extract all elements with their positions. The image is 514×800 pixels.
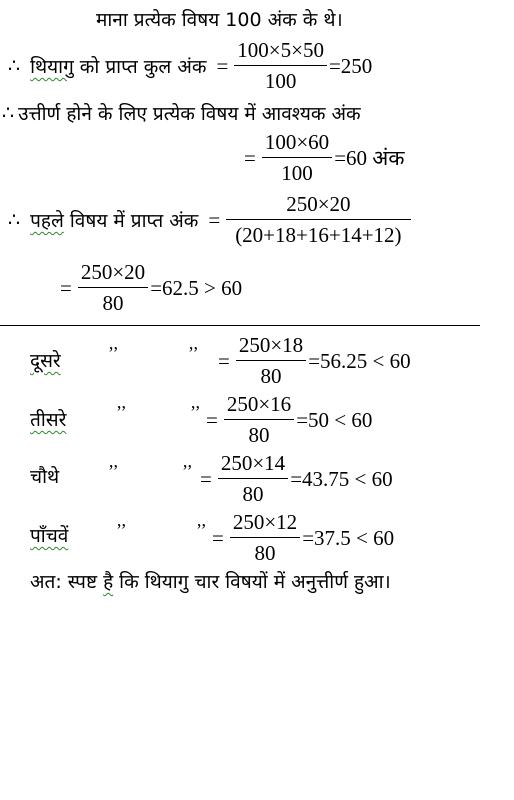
numerator: 250×18	[236, 333, 306, 361]
row-result: =50 < 60	[296, 407, 373, 432]
numerator: 250×20	[226, 192, 410, 220]
numerator: 250×16	[224, 392, 294, 420]
denominator: 80	[260, 364, 282, 388]
denominator: (20+18+16+14+12)	[235, 223, 402, 247]
numerator: 250×14	[218, 451, 288, 479]
pass-marks-fraction	[262, 130, 332, 186]
denominator: 100	[264, 69, 297, 93]
first-subject-calc	[56, 260, 242, 316]
ditto-mark: ’’	[116, 402, 127, 422]
therefore-symbol: ∴	[2, 102, 15, 124]
equals-sign: =	[208, 207, 221, 232]
equals-sign: =	[206, 407, 218, 432]
numerator: 250×20	[78, 260, 148, 288]
ditto-mark: ’’	[190, 402, 201, 422]
ditto-mark: ’’	[108, 343, 119, 363]
row-result: =56.25 < 60	[308, 348, 411, 373]
therefore-symbol: ∴	[8, 209, 21, 231]
row-result: =37.5 < 60	[302, 525, 395, 550]
conclusion-line	[30, 568, 391, 594]
first-subject-fraction	[226, 192, 410, 248]
total-marks-line	[4, 38, 372, 94]
row-calc	[214, 333, 411, 389]
subject-row-third	[30, 392, 500, 448]
denominator: 100	[281, 161, 313, 185]
pass-marks-calc	[240, 130, 404, 186]
pass-marks-result: =60 अंक	[334, 146, 405, 170]
therefore-symbol: ∴	[8, 55, 21, 77]
first-subject-result: =62.5 > 60	[150, 275, 243, 300]
equals-sign: =	[200, 466, 212, 491]
name-thiyagu: थियागु	[30, 56, 74, 78]
first-subject-label: विषय में प्राप्त अंक	[69, 210, 199, 232]
conclusion-part-a: अत: स्पष्ट	[30, 571, 98, 593]
equals-sign: =	[212, 525, 224, 550]
row-label: चौथे	[30, 466, 60, 488]
row-fraction	[236, 333, 306, 389]
first-subject-fraction-2	[78, 260, 148, 316]
denominator: 80	[248, 423, 270, 447]
row-fraction	[224, 392, 294, 448]
subject-row-fifth	[30, 510, 500, 566]
assumption-line: माना प्रत्येक विषय 100 अंक के थे।	[96, 9, 343, 31]
row-result: =43.75 < 60	[290, 466, 393, 491]
row-label: दूसरे	[30, 350, 61, 372]
ditto-mark: ’’	[182, 461, 193, 481]
row-label: तीसरे	[30, 409, 67, 431]
row-fraction	[218, 451, 288, 507]
pass-marks-line	[2, 100, 361, 126]
ditto-mark: ’’	[196, 520, 207, 540]
denominator: 80	[242, 482, 264, 506]
equals-sign: =	[218, 348, 230, 373]
row-calc	[196, 451, 393, 507]
first-subject-word: पहले	[30, 210, 64, 232]
row-fraction	[230, 510, 300, 566]
denominator: 80	[102, 291, 124, 315]
subject-row-fourth	[30, 451, 500, 507]
equals-sign: =	[244, 145, 256, 170]
numerator: 250×12	[230, 510, 300, 538]
divider-line	[0, 325, 480, 326]
subject-row-second	[30, 333, 500, 389]
equals-sign: =	[216, 53, 229, 78]
ditto-mark: ’’	[188, 343, 199, 363]
equals-sign: =	[60, 275, 72, 300]
numerator: 100×60	[262, 130, 332, 158]
denominator: 80	[254, 541, 276, 565]
conclusion-part-c: कि थियागु चार विषयों में अनुत्तीर्ण हुआ।	[119, 571, 391, 593]
row-calc	[202, 392, 372, 448]
total-marks-fraction	[234, 38, 327, 94]
first-subject-line	[4, 192, 413, 248]
row-calc	[208, 510, 394, 566]
ditto-mark: ’’	[116, 520, 127, 540]
conclusion-part-b: है	[103, 571, 114, 593]
ditto-mark: ’’	[108, 461, 119, 481]
numerator: 100×5×50	[234, 38, 327, 66]
pass-marks-label: उत्तीर्ण होने के लिए प्रत्येक विषय में आवश्यक अंक	[18, 103, 361, 125]
total-marks-result: =250	[328, 53, 373, 78]
total-marks-label: को प्राप्त कुल अंक	[79, 56, 207, 78]
row-label: पाँचवें	[30, 525, 69, 547]
